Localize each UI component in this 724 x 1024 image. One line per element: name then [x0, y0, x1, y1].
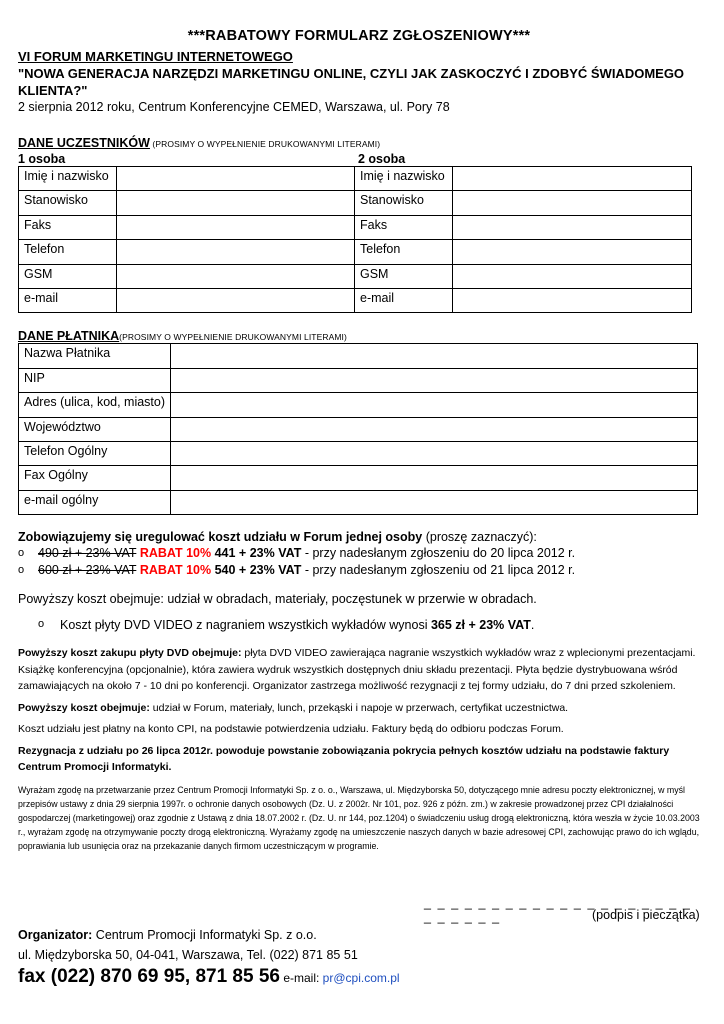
participant-1-field-label: e-mail [19, 288, 117, 312]
participant-2-field-label: Imię i nazwisko [355, 167, 453, 191]
participant-2-label: 2 osoba [358, 152, 406, 166]
obligation-rest: (proszę zaznaczyć): [422, 530, 537, 545]
payer-field-input[interactable] [171, 466, 698, 490]
organizer-contact [18, 966, 400, 988]
price-option-2[interactable] [18, 562, 700, 579]
participant-1-field-input[interactable] [117, 288, 355, 312]
new-price: 441 + 23% VAT [211, 546, 302, 561]
participant-1-label: 1 osoba [18, 152, 66, 166]
participant-1-field-label: Faks [19, 215, 117, 239]
discount-label: RABAT 10% [139, 562, 212, 577]
payer-table [18, 343, 698, 515]
email-link[interactable]: pr@cpi.com.pl [322, 971, 400, 985]
email-label: e-mail: [279, 971, 323, 985]
dvd-info [18, 645, 700, 695]
payer-field-label: NIP [19, 368, 171, 392]
participant-2-field-label: Stanowisko [355, 191, 453, 215]
fax-number: fax (022) 870 69 95, 871 85 56 [18, 966, 280, 987]
signature-line: _ _ _ _ _ _ _ _ _ _ _ _ _ _ _ _ _ _ _ _ _ _ _ _ _ _ [424, 896, 692, 924]
participant-1-field-label: Stanowisko [19, 191, 117, 215]
participant-2-field-input[interactable] [453, 215, 692, 239]
participants-row [19, 167, 692, 191]
participants-row [19, 191, 692, 215]
dvd-info-text: płyta DVD VIDEO zawierająca nagranie wszystkich wykładów wraz z wplecionymi prezentacjami. Książkę konferencyjna (opcjonalnie), która zawiera wydruk wszystkich dostępnych dniu składu prezentacji. Płyta będzie dystrybuowana wśród zamawiających na około 7 - 10 dni po konferencji. Organizator zastrzega możliwość rezygnacji z tej formy udziału, do 7 dni przed szkoleniem. [18, 647, 696, 693]
participant-2-field-label: Telefon [355, 240, 453, 264]
organizer-name: Centrum Promocji Informatyki Sp. z o.o. [92, 928, 317, 942]
participant-2-field-input[interactable] [453, 191, 692, 215]
payer-field-label: Fax Ogólny [19, 466, 171, 490]
payer-field-label: Nazwa Płatnika [19, 344, 171, 368]
price-option-1[interactable] [18, 545, 700, 562]
signature-label: (podpis i pieczątka) [592, 908, 700, 922]
event-place: 2 sierpnia 2012 roku, Centrum Konferencyjne CEMED, Warszawa, ul. Pory 78 [18, 100, 450, 114]
option-desc: - przy nadesłanym zgłoszeniu od 21 lipca 2012 r. [301, 562, 576, 577]
participants-row [19, 240, 692, 264]
option-bullet-icon: o [38, 618, 45, 631]
participants-row [19, 215, 692, 239]
payer-note: (PROSIMY O WYPEŁNIENIE DRUKOWANYMI LITERAMI) [119, 332, 347, 343]
participant-1-field-label: Imię i nazwisko [19, 167, 117, 191]
resignation-info: Rezygnacja z udziału po 26 lipca 2012r. powoduje powstanie zobowiązania pokrycia pełnych kosztów udziału na podstawie faktury Centrum Promocji Informatyki. [18, 744, 670, 774]
dvd-option[interactable] [38, 618, 700, 632]
price-options [18, 545, 700, 578]
organizer [18, 928, 317, 942]
old-price: 490 zł + 23% VAT [38, 546, 137, 561]
cost-info-bold: Powyższy koszt obejmuje: [18, 701, 150, 714]
participant-2-field-input[interactable] [453, 167, 692, 191]
participant-1-field-label: Telefon [19, 240, 117, 264]
participants-heading-text: DANE UCZESTNIKÓW [18, 136, 150, 150]
payer-field-input[interactable] [171, 441, 698, 465]
participants-table [18, 166, 692, 313]
participants-columns [18, 152, 700, 166]
old-price: 600 zł + 23% VAT [38, 562, 137, 577]
payer-field-input[interactable] [171, 417, 698, 441]
payer-row [19, 490, 698, 514]
payer-field-input[interactable] [171, 368, 698, 392]
payer-row [19, 393, 698, 417]
participant-2-field-input[interactable] [453, 264, 692, 288]
payer-field-input[interactable] [171, 490, 698, 514]
payer-row [19, 417, 698, 441]
participant-1-field-input[interactable] [117, 215, 355, 239]
discount-label: RABAT 10% [139, 546, 212, 561]
payer-row [19, 441, 698, 465]
payer-field-label: e-mail ogólny [19, 490, 171, 514]
obligation-bold: Zobowiązujemy się uregulować koszt udziału w Forum jednej osoby [18, 530, 423, 545]
dvd-price: 365 zł + 23% VAT [430, 618, 531, 633]
participant-2-field-label: e-mail [355, 288, 453, 312]
participant-1-field-input[interactable] [117, 167, 355, 191]
participant-1-field-input[interactable] [117, 240, 355, 264]
payer-field-label: Telefon Ogólny [19, 441, 171, 465]
payer-row [19, 466, 698, 490]
participants-row [19, 264, 692, 288]
option-desc: - przy nadesłanym zgłoszeniu do 20 lipca 2012 r. [301, 546, 576, 561]
participant-2-field-input[interactable] [453, 240, 692, 264]
participant-2-field-label: GSM [355, 264, 453, 288]
forum-subtitle: "NOWA GENERACJA NARZĘDZI MARKETINGU ONLINE, CZYLI JAK ZASKOCZYĆ I ZDOBYĆ ŚWIADOMEGO KLIENTA?" [18, 66, 685, 98]
payer-field-input[interactable] [171, 344, 698, 368]
forum-name: VI FORUM MARKETINGU INTERNETOWEGO [18, 49, 293, 64]
option-bullet-icon: o [18, 547, 25, 560]
form-title: ***RABATOWY FORMULARZ ZGŁOSZENIOWY*** [187, 28, 531, 44]
participant-1-field-input[interactable] [117, 191, 355, 215]
payer-field-input[interactable] [171, 393, 698, 417]
organizer-label: Organizator: [18, 928, 93, 942]
participant-2-field-label: Faks [355, 215, 453, 239]
payer-row [19, 368, 698, 392]
obligation-text [18, 530, 700, 544]
cost-info [18, 700, 700, 717]
participants-row [19, 288, 692, 312]
option-bullet-icon: o [18, 563, 25, 576]
participants-note: (PROSIMY O WYPEŁNIENIE DRUKOWANYMI LITERAMI) [149, 139, 381, 149]
payer-heading-text: DANE PŁATNIKA [18, 329, 120, 344]
payer-field-label: Województwo [19, 417, 171, 441]
dvd-text: Koszt płyty DVD VIDEO z nagraniem wszystkich wykładów wynosi [60, 618, 431, 633]
payer-field-label: Adres (ulica, kod, miasto) [19, 393, 171, 417]
payer-heading [18, 329, 700, 343]
participants-heading [18, 136, 700, 150]
payer-row [19, 344, 698, 368]
consent-text: Wyrażam zgodę na przetwarzanie przez Centrum Promocji Informatyki Sp. z o. o., Warszawa, ul. Międzyborska 50, dotyczącego mnie adresu poczty elektronicznej, w myśl przepisów ustawy z dnia 29 sierpnia 1997r. o ochronie danych osobowych (Dz. U. z 2002r. Nr 101, poz. 926 z późn. zm.) w zakresie prowadzonej przez CPI działalności gospodarczej (marketingowej) oraz zgodnie z Ustawą z dnia 18.07.2002 r. (Dz. U. nr 144, poz.1204) o świadczeniu usług drogą elektroniczną, która weszła w życie 10.03.2003 r., wyrażam zgodę na otrzymywanie poczty drogą elektroniczną. Wyrażamy zgodę na umieszczenie naszych danych w bazie adresowej CPI, zachowując prawo do ich wglądu, poprawiania lub usunięcia oraz na przekazanie danych firmom uczestniczącym w programie. [18, 784, 700, 852]
dvd-end: . [530, 618, 535, 633]
dvd-info-bold: Powyższy koszt zakupu płyty DVD obejmuje: [18, 647, 242, 660]
cost-line: Powyższy koszt obejmuje: udział w obradach, materiały, poczęstunek w przerwie w obradach. [18, 592, 537, 607]
new-price: 540 + 23% VAT [211, 562, 302, 577]
participant-1-field-input[interactable] [117, 264, 355, 288]
participant-2-field-input[interactable] [453, 288, 692, 312]
form-page [18, 0, 700, 987]
cost-info-text: udział w Forum, materiały, lunch, przekąski i napoje w przerwach, certyfikat uczestnictwa. [149, 701, 569, 714]
payment-info: Koszt udziału jest płatny na konto CPI, na podstawie potwierdzenia udziału. Faktury będą do odbioru podczas Forum. [18, 723, 564, 736]
participant-1-field-label: GSM [19, 264, 117, 288]
organizer-address: ul. Międzyborska 50, 04-041, Warszawa, Tel. (022) 871 85 51 [18, 948, 358, 962]
